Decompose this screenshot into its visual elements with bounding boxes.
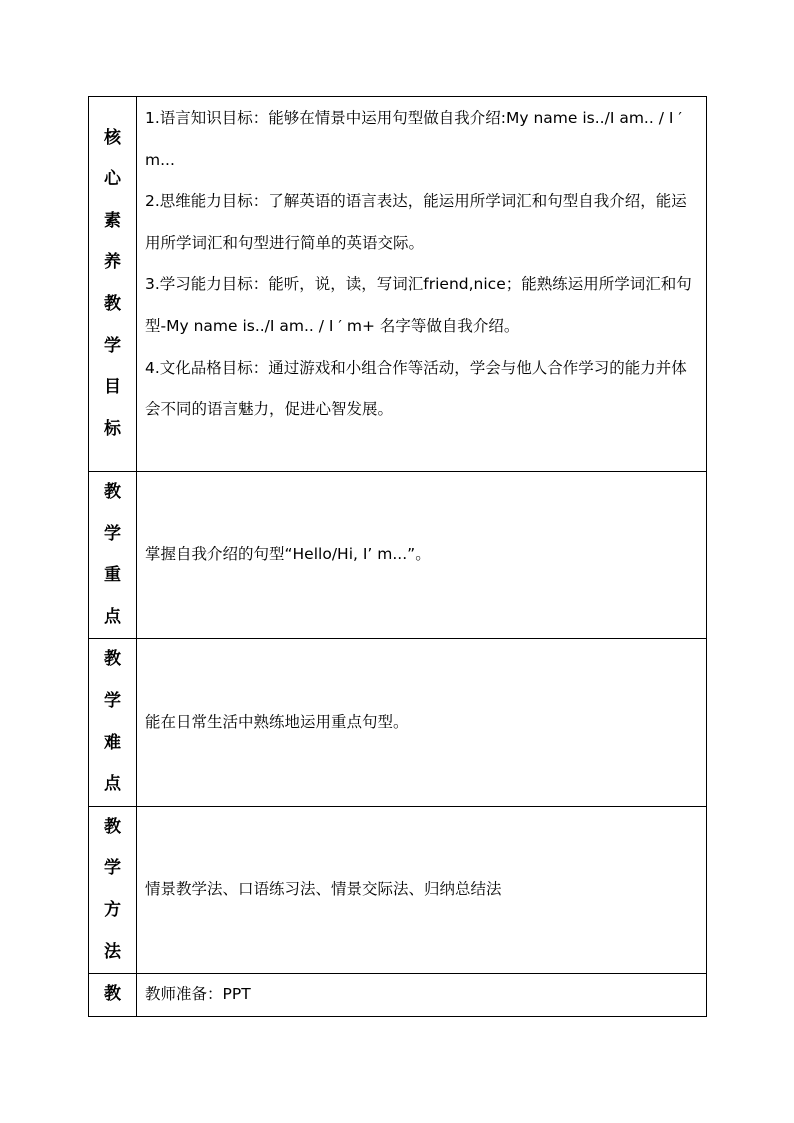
label-char: 标 — [104, 418, 121, 439]
label-char: 学 — [104, 335, 121, 356]
difficult-points-text: 能在日常生活中熟练地运用重点句型。 — [145, 712, 409, 731]
row-methods — [89, 806, 707, 973]
label-char: 学 — [104, 690, 121, 711]
methods-text: 情景教学法、口语练习法、情景交际法、归纳总结法 — [145, 880, 502, 899]
core-objectives-content — [137, 97, 707, 472]
label-char: 学 — [104, 858, 121, 879]
core-objectives-label — [89, 97, 137, 472]
label-char: 重 — [104, 565, 121, 586]
label-char: 教 — [104, 816, 121, 837]
row-preparation — [89, 974, 707, 1017]
label-char: 教 — [104, 482, 121, 502]
label-char: 难 — [104, 732, 121, 753]
methods-label — [89, 806, 137, 973]
difficult-points-content — [137, 639, 707, 806]
key-points-text: 掌握自我介绍的句型“Hello/Hi, I’ m...”。 — [145, 545, 431, 564]
label-char: 法 — [104, 941, 121, 962]
objective-learning-ability: 3.学习能力目标：能听，说，读，写词汇friend,nice；能熟练运用所学词汇和句型-My name is../I am.. / I ′ m+ 名字等做自我介绍。 — [145, 275, 692, 335]
label-char: 点 — [104, 606, 121, 627]
objective-cultural-character: 4.文化品格目标：通过游戏和小组合作等活动，学会与他人合作学习的能力并体会不同的语言魅力，促进心智发展。 — [145, 358, 687, 419]
preparation-content — [137, 974, 707, 1017]
objective-thinking-ability: 2.思维能力目标：了解英语的语言表达，能运用所学词汇和句型自我介绍，能运用所学词汇和句型进行简单的英语交际。 — [145, 192, 687, 252]
label-char: 素 — [104, 210, 121, 231]
methods-content — [137, 806, 707, 973]
preparation-text: 教师准备：PPT — [145, 985, 251, 1004]
label-char: 教 — [104, 649, 121, 670]
label-char: 核 — [104, 127, 121, 148]
key-points-label — [89, 472, 137, 639]
label-char: 方 — [104, 899, 121, 920]
label-char: 点 — [104, 774, 121, 795]
label-char: 学 — [104, 523, 121, 544]
key-points-content — [137, 472, 707, 639]
label-char: 目 — [104, 377, 121, 398]
label-char: 教 — [104, 294, 121, 314]
row-core-objectives — [89, 97, 707, 472]
objective-language-knowledge: 1.语言知识目标：能够在情景中运用句型做自我介绍:My name is../I am.. / I ′ m... — [145, 109, 682, 169]
row-difficult-points — [89, 639, 707, 806]
label-char: 教 — [104, 984, 121, 1005]
preparation-label — [89, 974, 137, 1017]
row-key-points — [89, 472, 707, 639]
label-char: 心 — [104, 169, 121, 190]
label-char: 养 — [104, 252, 121, 273]
difficult-points-label — [89, 639, 137, 806]
lesson-plan-table — [88, 96, 707, 1017]
